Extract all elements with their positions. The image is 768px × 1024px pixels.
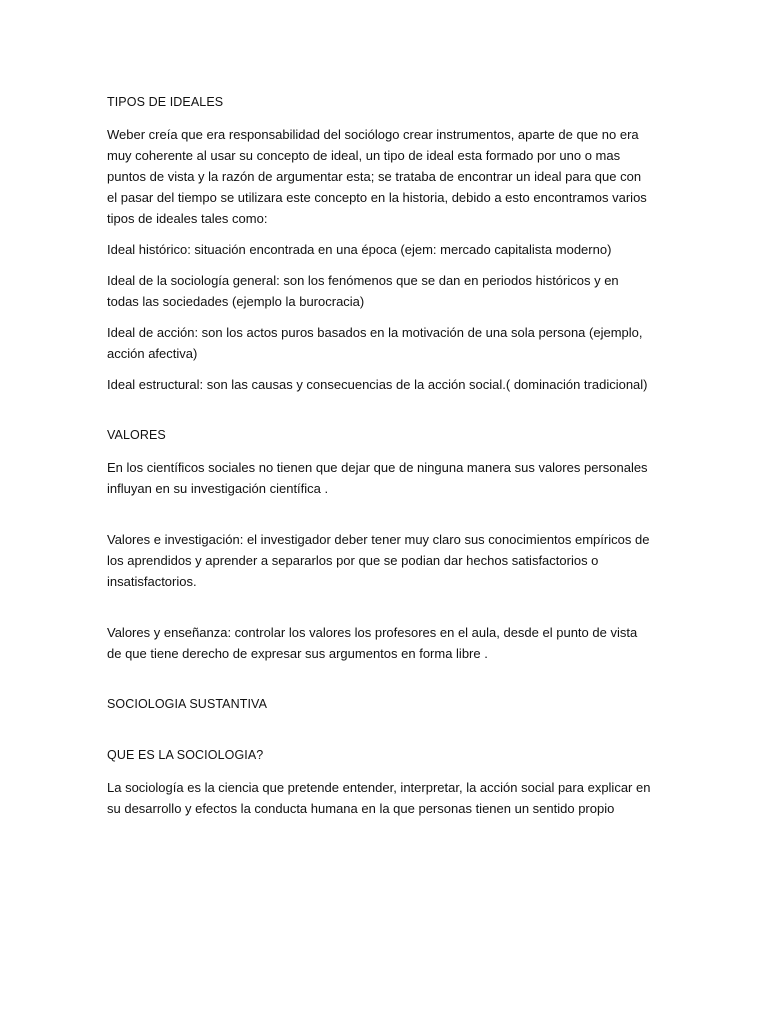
- paragraph-weber-intro: Weber creía que era responsabilidad del sociólogo crear instrumentos, aparte de que no era muy coherente al usar su concepto de ideal, un tipo de ideal esta formado por uno o mas puntos de vista y la razón de argumentar esta; se trataba de encontrar un ideal para que con el pasar del tiempo se utilizara este concepto en la historia, debido a esto encontramos varios tipos de ideales tales como:: [107, 127, 647, 226]
- heading-que-es-la-sociologia: QUE ES LA SOCIOLOGIA?: [107, 748, 264, 762]
- heading-valores: VALORES: [107, 428, 166, 442]
- heading-sociologia-sustantiva: SOCIOLOGIA SUSTANTIVA: [107, 697, 268, 711]
- paragraph-ideal-de-accion: Ideal de acción: son los actos puros basados en la motivación de una sola persona (ejemplo, acción afectiva): [107, 325, 643, 361]
- paragraph-valores-investigacion: Valores e investigación: el investigador deber tener muy claro sus conocimientos empíricos de los aprendidos y aprender a separarlos por que se podian dar hechos satisfactorios o insatisfactorios.: [107, 532, 650, 589]
- paragraph-valores-ensenanza: Valores y enseñanza: controlar los valores los profesores en el aula, desde el punto de vista de que tiene derecho de expresar sus argumentos en forma libre .: [107, 625, 638, 661]
- paragraph-ideal-sociologia-general: Ideal de la sociología general: son los fenómenos que se dan en periodos históricos y en todas las sociedades (ejemplo la burocracia): [107, 273, 619, 309]
- paragraph-valores-intro: En los científicos sociales no tienen que dejar que de ninguna manera sus valores personales influyan en su investigación científica .: [107, 460, 648, 496]
- paragraph-ideal-estructural: Ideal estructural: son las causas y consecuencias de la acción social.( dominación tradicional): [107, 377, 648, 392]
- document-body: [107, 92, 652, 829]
- heading-tipos-de-ideales: TIPOS DE IDEALES: [107, 95, 224, 109]
- paragraph-ideal-historico: Ideal histórico: situación encontrada en una época (ejem: mercado capitalista moderno): [107, 242, 612, 257]
- paragraph-definicion-sociologia: La sociología es la ciencia que pretende entender, interpretar, la acción social para explicar en su desarrollo y efectos la conducta humana en la que personas tienen un sentido propio: [107, 780, 651, 816]
